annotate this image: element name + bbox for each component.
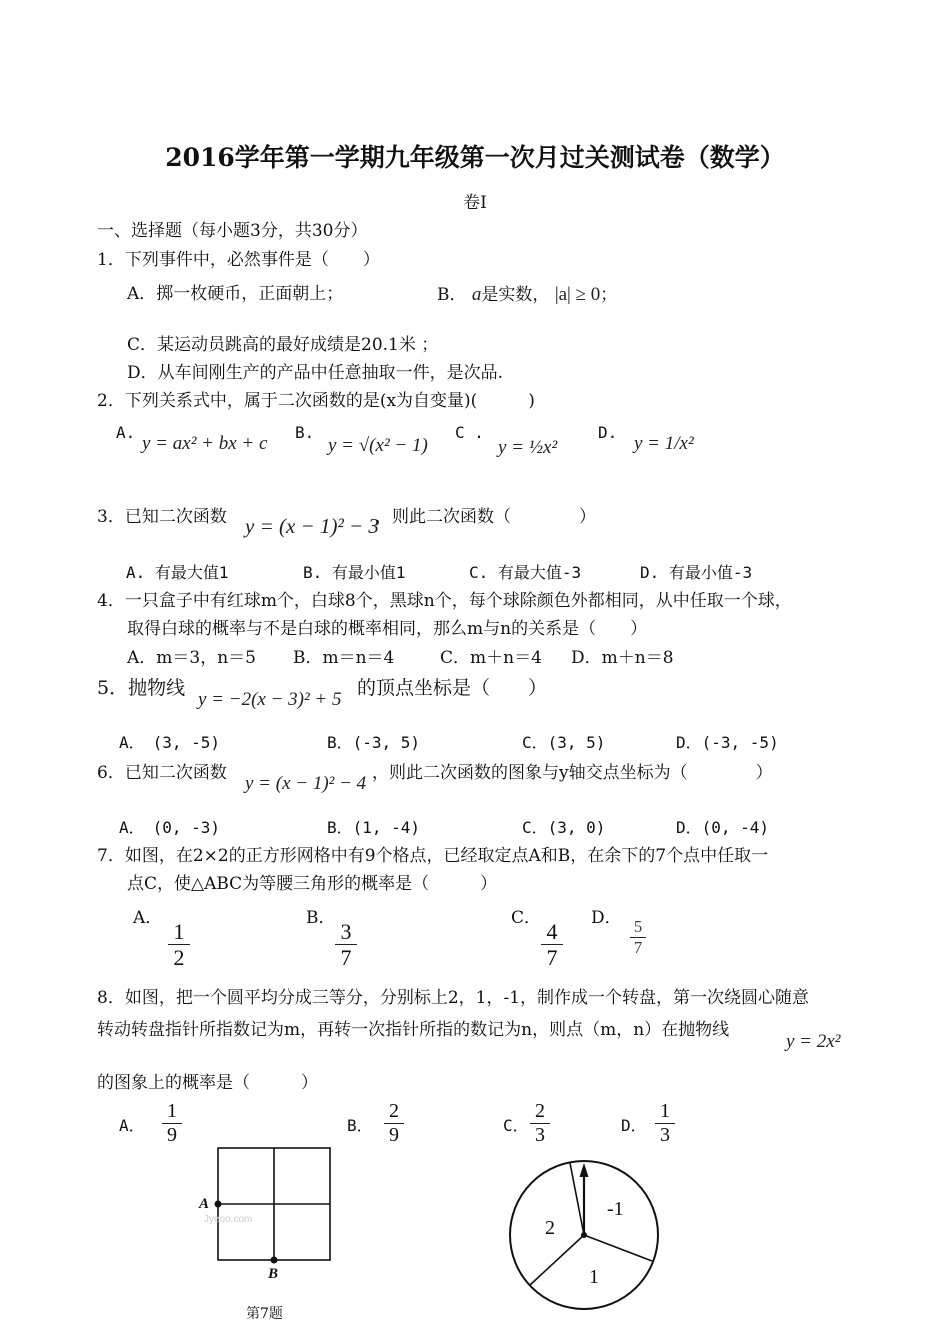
section-heading: 一、选择题（每小题3分，共30分） (97, 221, 368, 241)
q3-option-a: A. 有最大值1 (126, 563, 229, 582)
q2-option-c-label: C . (455, 423, 484, 442)
q8-option-b-fraction (384, 1101, 404, 1146)
q6-option-b: B．(1, -4) (327, 818, 421, 837)
q7-line2: 点C，使△ABC为等腰三角形的概率是（ ） (127, 874, 498, 894)
q2-option-a-label: A. (116, 423, 136, 442)
q7-b-numerator: 3 (340, 919, 352, 944)
q7-option-c-fraction (541, 920, 563, 969)
q5-option-c: C．(3, 5) (522, 733, 606, 752)
q6-option-d: D．(0, -4) (676, 818, 770, 837)
q2-stem: 2．下列关系式中，属于二次函数的是(x为自变量)( ) (97, 391, 535, 411)
q3-option-c: C. 有最大值-3 (469, 563, 582, 582)
q8-a-denominator: 9 (167, 1124, 177, 1146)
watermark: Jyeoo.com (204, 1214, 253, 1225)
q7-line1: 7．如图，在2×2的正方形网格中有9个格点，已经取定点A和B，在余下的7个点中任取一 (97, 846, 769, 866)
q7-c-denominator: 7 (546, 945, 558, 971)
q8-d-denominator: 3 (660, 1124, 670, 1146)
q6-option-a: A． (0, -3) (119, 818, 221, 837)
q7-option-d: D． (591, 908, 622, 928)
q8-option-a-fraction (162, 1101, 182, 1146)
sector-label-neg1: -1 (607, 1198, 624, 1220)
q7-option-c: C． (511, 908, 542, 928)
q8-c-numerator: 2 (535, 1100, 545, 1122)
q7-option-a-fraction (168, 920, 190, 969)
q4-option-d: D．m＋n＝8 (571, 648, 674, 668)
q5-option-a: A． (3, -5) (119, 733, 221, 752)
sector-label-2: 2 (545, 1217, 555, 1239)
q5-option-d: D．(-3, -5) (676, 733, 779, 752)
q6-math: y = (x − 1)² − 4 (245, 773, 367, 794)
figure8-spinner (505, 1155, 665, 1315)
q5-option-b: B．(-3, 5) (327, 733, 421, 752)
q8-c-denominator: 3 (535, 1124, 545, 1146)
q7-d-numerator: 5 (633, 917, 643, 936)
q1-option-d: D．从车间刚生产的产品中任意抽取一件，是次品. (127, 363, 504, 383)
q3-stem: 3．已知二次函数 (97, 507, 227, 527)
q6-stem: 6．已知二次函数 (97, 763, 227, 783)
q2-option-a-math: y = ax² + bx + c (142, 433, 268, 454)
q8-option-d: D． (621, 1116, 647, 1135)
pointer-arrow-icon (580, 1163, 589, 1177)
sector-divider-right (584, 1235, 652, 1261)
q7-c-numerator: 4 (546, 919, 558, 944)
q4-line1: 4．一只盒子中有红球m个，白球8个，黑球n个，每个球除颜色外都相同，从中任取一个球， (97, 591, 792, 611)
q1-option-b-text: 是实数， (481, 285, 550, 305)
q3-math: y = (x − 1)² − 3 (245, 514, 379, 538)
q4-option-a: A．m＝3，n＝5 (127, 648, 256, 668)
q8-a-numerator: 1 (167, 1100, 177, 1122)
q8-option-b: B． (347, 1116, 373, 1135)
sector-divider-left (530, 1235, 584, 1285)
q2-option-d-label: D. (598, 423, 618, 442)
q4-line2: 取得白球的概率与不是白球的概率相同，那么m与n的关系是（ ） (127, 619, 648, 639)
q1-option-a: A．掷一枚硬币，正面朝上； (127, 284, 344, 304)
q1-option-b-math: |a| ≥ 0 (554, 284, 601, 305)
q5-stem: 5．抛物线 (97, 677, 186, 699)
q2-option-b-label: B. (295, 423, 315, 442)
q3-option-d: D. 有最小值-3 (640, 563, 753, 582)
figure7-caption: 第7题 (246, 1306, 283, 1322)
q7-a-numerator: 1 (173, 919, 185, 944)
q7-option-b: B． (306, 908, 336, 928)
q1-option-b-label: B． (437, 285, 467, 305)
q5-tail: 的顶点坐标是（ ） (357, 677, 548, 699)
q8-option-d-fraction (655, 1101, 675, 1146)
q8-option-c-fraction (530, 1101, 550, 1146)
q7-option-d-fraction (630, 918, 646, 957)
q8-math: y = 2x² (786, 1031, 841, 1052)
volume-label: 卷I (463, 193, 487, 213)
q8-b-numerator: 2 (389, 1100, 399, 1122)
q8-d-numerator: 1 (660, 1100, 670, 1122)
sector-label-1: 1 (589, 1266, 599, 1288)
q8-b-denominator: 9 (389, 1124, 399, 1146)
q1-option-c: C．某运动员跳高的最好成绩是20.1米 ； (127, 335, 439, 355)
q7-option-b-fraction (335, 920, 357, 969)
q8-option-c: C． (503, 1116, 529, 1135)
q5-math: y = −2(x − 3)² + 5 (198, 689, 342, 710)
q7-a-denominator: 2 (173, 945, 185, 971)
q1-option-b-end: ； (600, 285, 618, 305)
q3-option-b: B. 有最小值1 (303, 563, 406, 582)
point-a (215, 1201, 222, 1208)
spinner-center (581, 1232, 587, 1238)
q8-line1: 8．如图，把一个圆平均分成三等分，分别标上2，1，-1，制作成一个转盘，第一次绕圆心随意 (97, 988, 810, 1008)
q2-option-c-math: y = ½x² (498, 437, 558, 458)
q8-line2: 转动转盘指针所指数记为m，再转一次指针所指的数记为n，则点（m，n）在抛物线 (97, 1020, 730, 1040)
point-b (271, 1257, 278, 1264)
q4-option-b: B．m＝n＝4 (293, 648, 395, 668)
q4-option-c: C．m＋n＝4 (440, 648, 542, 668)
q3-tail: ，则此二次函数（ ） (375, 507, 596, 527)
q6-tail: ，则此二次函数的图象与y轴交点坐标为（ ） (372, 763, 773, 783)
q8-line3: 的图象上的概率是（ ） (97, 1073, 318, 1093)
q2-option-b-math: y = √(x² − 1) (328, 435, 428, 456)
q8-option-a: A． (119, 1116, 145, 1135)
q1-stem: 1．下列事件中，必然事件是（ ） (97, 250, 380, 270)
q1-option-b-var: a (471, 284, 482, 305)
point-a-label: A (199, 1196, 210, 1212)
q7-b-denominator: 7 (340, 945, 352, 971)
point-b-label: B (268, 1266, 279, 1282)
q7-option-a: A． (133, 908, 163, 928)
q1-option-b (437, 284, 617, 307)
q6-option-c: C．(3, 0) (522, 818, 606, 837)
page-title: 2016学年第一学期九年级第一次月过关测试卷（数学） (165, 143, 785, 172)
q2-option-d-math: y = 1/x² (634, 433, 694, 454)
q7-d-denominator: 7 (633, 937, 643, 957)
